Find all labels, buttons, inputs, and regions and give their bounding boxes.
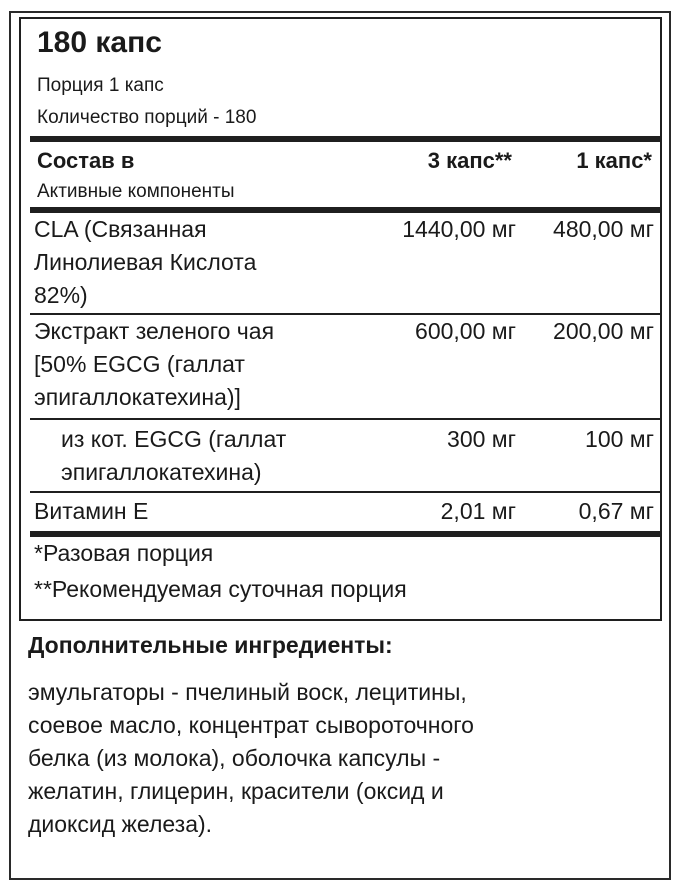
serving-size: Порция 1 капс [37,75,164,96]
container-size-title: 180 капс [37,26,162,59]
additional-ingredients-heading: Дополнительные ингредиенты: [28,632,393,658]
composition-header: Состав в [37,148,135,173]
ingredient-amount-1-cap: 200,00 мг [553,318,654,344]
additional-ingredients-text [28,676,628,841]
ingredient-amount-3-caps: 1440,00 мг [402,216,516,242]
divider-thick [30,136,660,142]
row-divider [30,491,660,493]
ingredient-amount-1-cap: 0,67 мг [578,498,654,524]
additional-ingredients-line: эмульгаторы - пчелиный воск, лецитины, [28,679,467,705]
ingredient-amount-1-cap: 480,00 мг [553,216,654,242]
additional-ingredients-line: соевое масло, концентрат сывороточного [28,712,474,738]
additional-ingredients-line: диоксид железа). [28,811,213,837]
column-header-1-cap: 1 капс* [576,148,652,173]
footnote-single-serving: *Разовая порция [34,540,214,566]
ingredient-name: CLA (Связанная Линолиевая Кислота 82%) [34,216,257,308]
ingredient-name: Витамин Е [34,498,149,524]
ingredient-amount-1-cap: 100 мг [585,426,654,452]
additional-ingredients-line: белка (из молока), оболочка капсулы - [28,745,441,771]
supplement-facts-panel [19,17,662,621]
ingredient-name: Экстракт зеленого чая [50% EGCG (галлат эпигаллокатехина)] [34,318,275,410]
footnote-daily-serving: **Рекомендуемая суточная порция [34,576,407,602]
row-divider [30,418,660,420]
divider-thick [30,531,660,537]
ingredient-sub-name: из кот. EGCG (галлат эпигаллокатехина) [61,426,287,485]
servings-per-container: Количество порций - 180 [37,107,257,128]
ingredient-amount-3-caps: 300 мг [447,426,516,452]
ingredient-amount-3-caps: 2,01 мг [440,498,516,524]
ingredient-amount-3-caps: 600,00 мг [415,318,516,344]
active-components-subheader: Активные компоненты [37,181,235,202]
column-header-3-caps: 3 капс** [427,148,512,173]
additional-ingredients-line: желатин, глицерин, красители (оксид и [28,778,444,804]
